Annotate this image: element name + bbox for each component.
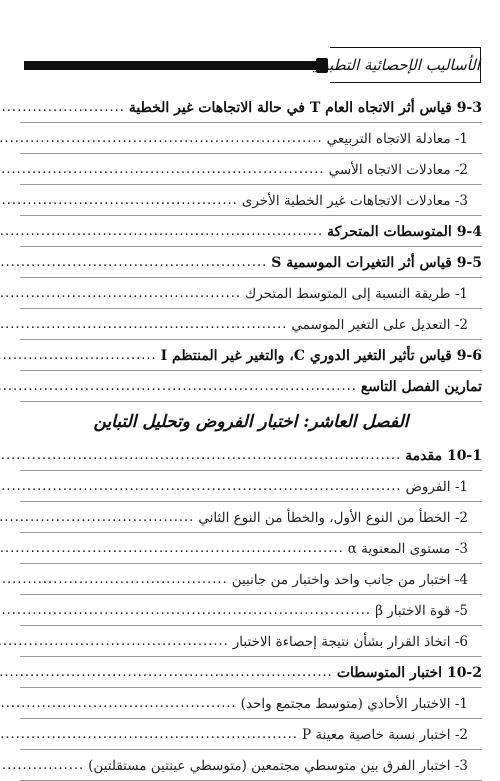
chapter9-entries bbox=[20, 92, 482, 402]
toc-entry bbox=[20, 502, 482, 533]
toc-entry bbox=[20, 626, 482, 657]
toc-entry bbox=[20, 92, 482, 123]
dot-leader bbox=[0, 223, 323, 241]
dot-leader bbox=[0, 347, 157, 365]
toc-entry-title: 6- اتخاذ القرار بشأن نتيجة إحصاءة الاختبار bbox=[232, 633, 468, 650]
toc-entry-title: 4- اختبار من جانب واحد واختبار من جانبين bbox=[231, 571, 468, 588]
dot-leader bbox=[0, 726, 298, 744]
dot-leader bbox=[0, 757, 84, 775]
toc-entry-title: 2- الخطأ من النوع الأول، والخطأ من النوع الثاني bbox=[198, 509, 468, 526]
dot-leader bbox=[0, 633, 229, 651]
toc-entry bbox=[20, 247, 482, 278]
book-title: الأساليب الإحصائية التطبيقية bbox=[330, 47, 481, 83]
dot-leader bbox=[0, 192, 238, 210]
header-rule bbox=[24, 61, 324, 70]
dot-leader bbox=[0, 571, 228, 589]
toc-entry-title: 10-1 مقدمة bbox=[405, 447, 482, 464]
dot-leader bbox=[0, 99, 125, 117]
chapter10-entries bbox=[20, 440, 482, 781]
toc-entry bbox=[20, 719, 482, 750]
dot-leader bbox=[0, 285, 241, 303]
toc-entry bbox=[20, 309, 482, 340]
toc-entry bbox=[20, 123, 482, 154]
toc-entry-title: 10-2 اختبار المتوسطات bbox=[336, 664, 482, 681]
toc-entry bbox=[20, 216, 482, 247]
toc-entry-title: 3- اختبار الفرق بين متوسطي مجتمعين (متوسطي عينتين مستقلتين) bbox=[88, 757, 468, 774]
dot-leader bbox=[0, 130, 323, 148]
toc-entry-title: 9-4 المتوسطات المتحركة bbox=[327, 223, 482, 240]
toc-entry-title: 1- طريقة النسبة إلى المتوسط المتحرك bbox=[245, 285, 468, 302]
dot-leader bbox=[0, 254, 267, 272]
toc-entry-title: 1- معادلة الاتجاه التربيعي bbox=[326, 130, 468, 147]
toc-entry-title: 2- التعديل على التغير الموسمي bbox=[291, 316, 468, 333]
toc-entry bbox=[20, 750, 482, 781]
toc-entry-title: 3- معادلات الاتجاهات غير الخطية الأخرى bbox=[241, 192, 468, 209]
toc-entry-title: 1- الفروض bbox=[405, 478, 468, 495]
dot-leader bbox=[0, 509, 194, 527]
dot-leader bbox=[0, 664, 333, 682]
dot-leader bbox=[0, 378, 357, 396]
dot-leader bbox=[0, 161, 325, 179]
toc-entry bbox=[20, 440, 482, 471]
dot-leader bbox=[0, 540, 344, 558]
toc-entry bbox=[20, 371, 482, 402]
toc-entry bbox=[20, 185, 482, 216]
toc-entry-title: 9-5 قياس أثر التغيرات الموسمية S bbox=[271, 254, 482, 271]
toc-entry bbox=[20, 278, 482, 309]
toc-entry-title: 9-6 قياس تأثير التغير الدوري C، والتغير غير المنتظم I bbox=[160, 347, 482, 364]
toc-entry bbox=[20, 340, 482, 371]
toc-entry bbox=[20, 471, 482, 502]
dot-leader bbox=[0, 695, 237, 713]
toc-entry bbox=[20, 595, 482, 626]
toc-entry bbox=[20, 154, 482, 185]
dot-leader bbox=[0, 316, 287, 334]
dot-leader bbox=[0, 602, 371, 620]
table-of-contents bbox=[20, 92, 482, 781]
toc-entry-title: 1- الاختبار الأحادي (متوسط مجتمع واحد) bbox=[240, 695, 468, 712]
toc-entry-title: تمارين الفصل التاسع bbox=[360, 378, 482, 395]
toc-entry bbox=[20, 533, 482, 564]
toc-entry bbox=[20, 564, 482, 595]
toc-entry-title: 3- مستوى المعنوية α bbox=[347, 540, 468, 557]
dot-leader bbox=[0, 447, 401, 465]
page-header bbox=[0, 0, 500, 82]
toc-entry-title: 2- اختبار نسبة خاصية معينة P bbox=[301, 726, 468, 743]
toc-entry-title: 5- قوة الاختبار β bbox=[375, 602, 468, 619]
toc-entry bbox=[20, 657, 482, 688]
toc-entry bbox=[20, 688, 482, 719]
toc-entry-title: 2- معادلات الاتجاه الأسي bbox=[328, 161, 468, 178]
dot-leader bbox=[0, 478, 402, 496]
chapter10-heading: الفصل العاشر: اختبار الفروض وتحليل التباين bbox=[93, 412, 409, 432]
toc-entry-title: 9-3 قياس أثر الاتجاه العام T في حالة الاتجاهات غير الخطية bbox=[128, 99, 482, 116]
